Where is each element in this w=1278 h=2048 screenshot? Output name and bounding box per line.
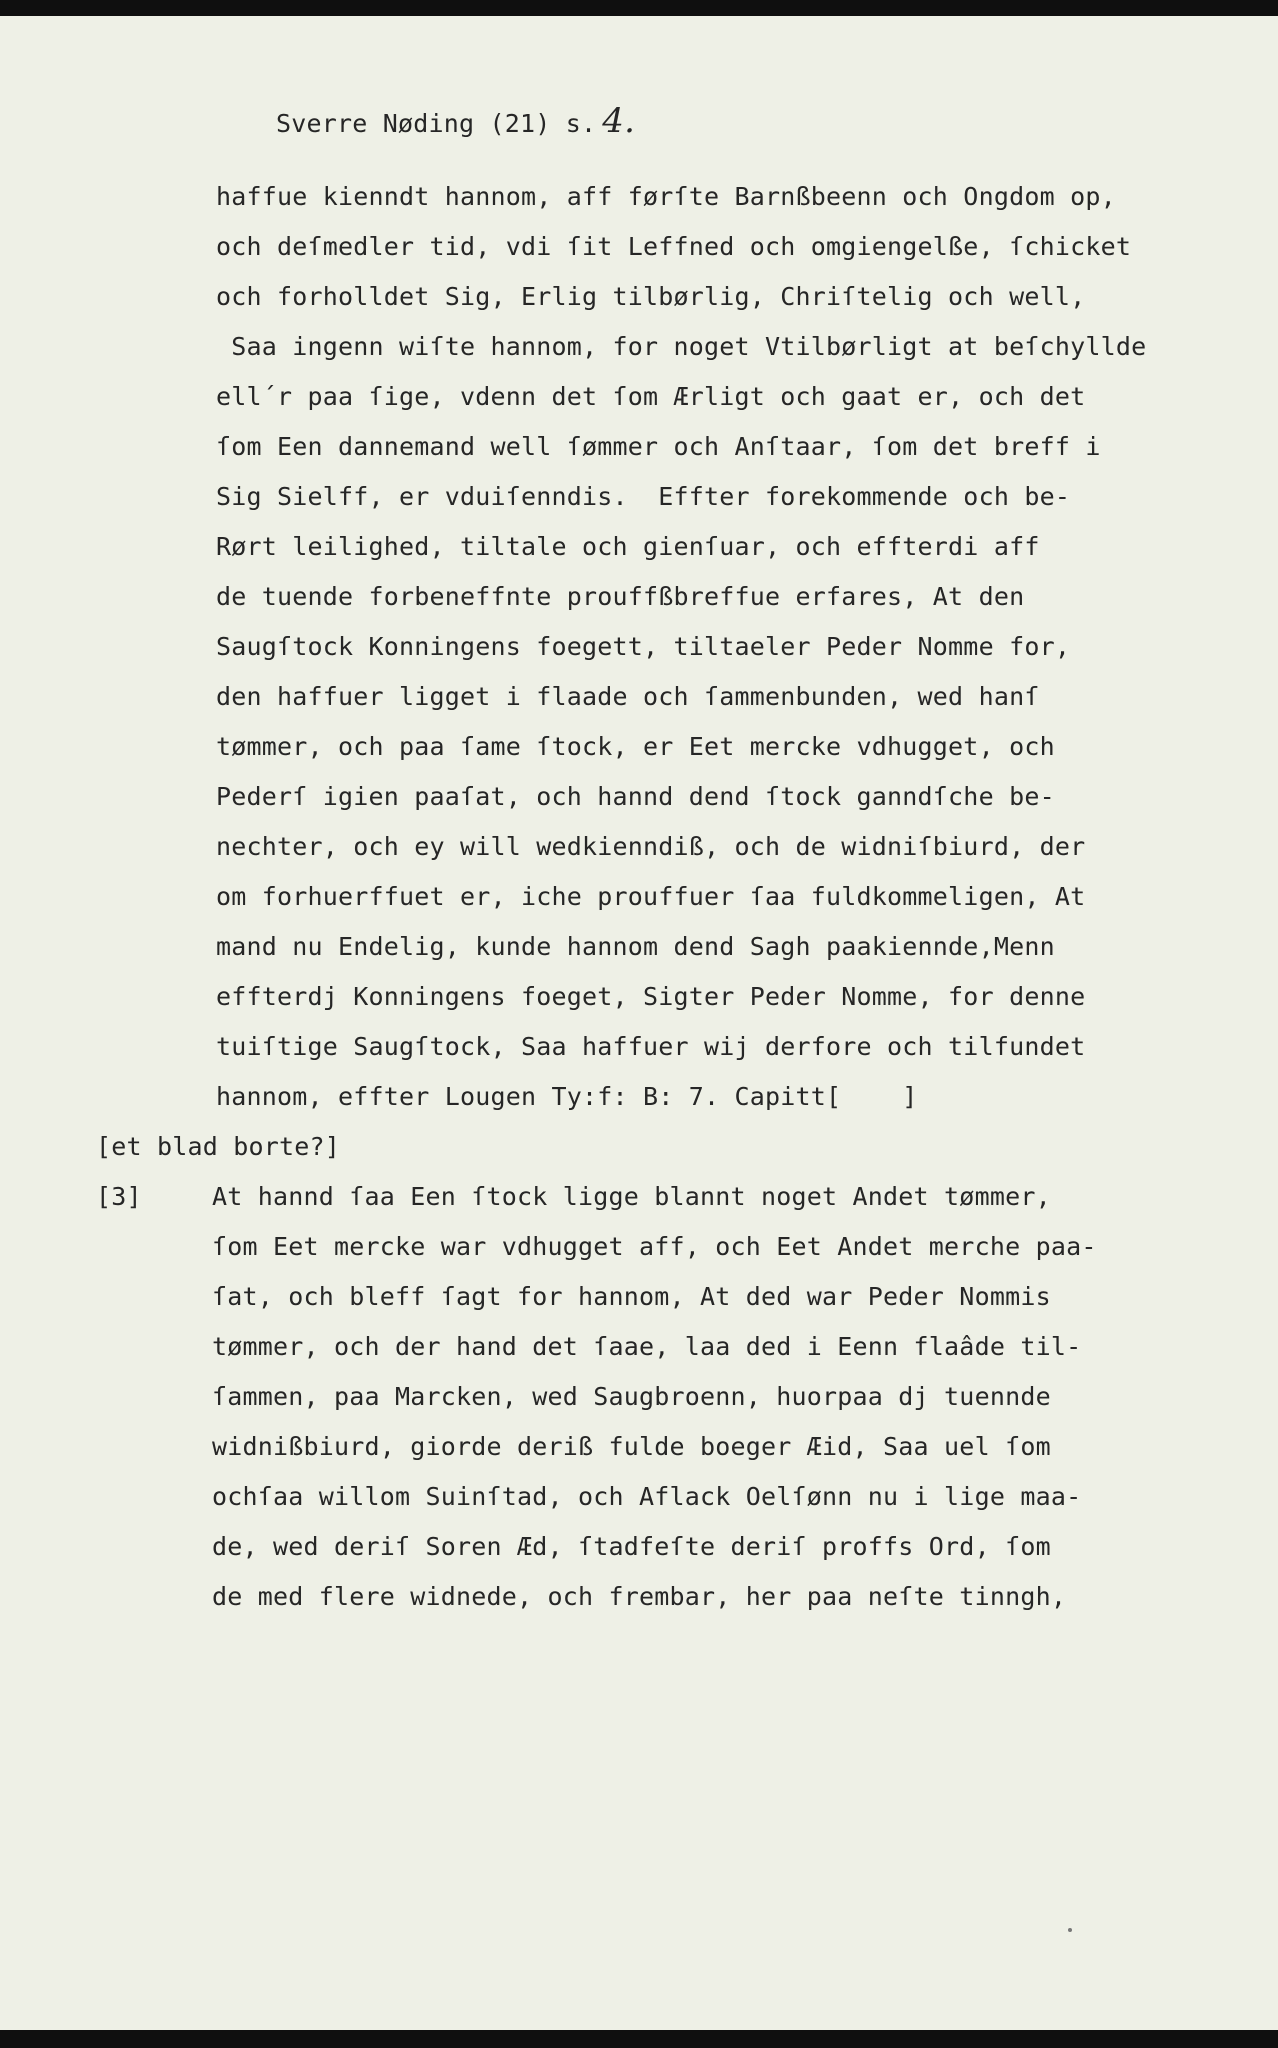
- text-line: Saugſtock Konningens foegett, tiltaeler Peder Nomme for,: [216, 632, 1071, 661]
- text-line: Pederſ igien paaſat, och hannd dend ſtock ganndſche be-: [216, 782, 1055, 811]
- text-line: mand nu Endelig, kunde hannom dend Sagh paakiennde,Menn: [216, 932, 1055, 961]
- text-line: ſat, och bleff ſagt for hannom, At ded war Peder Nommis: [212, 1282, 1051, 1311]
- text-line: ſom Eet mercke war vdhugget aff, och Eet Andet merche paa-: [212, 1232, 1097, 1261]
- document-page: [0, 16, 1278, 2030]
- text-line: och deſmedler tid, vdi ſit Leffned och omgiengelße, ſchicket: [216, 232, 1132, 261]
- text-line: At hannd ſaa Een ſtock ligge blannt noget Andet tømmer,: [212, 1182, 1051, 1211]
- text-line: och forholldet Sig, Erlig tilbørlig, Chriſtelig och well,: [216, 282, 1086, 311]
- text-line: tuiſtige Saugſtock, Saa haffuer wij derfore och tilfundet: [216, 1032, 1086, 1061]
- text-line: om forhuerffuet er, iche prouffuer ſaa fuldkommeligen, At: [216, 882, 1086, 911]
- text-line: tømmer, och der hand det ſaae, laa ded i Eenn flaâde til-: [212, 1332, 1082, 1361]
- text-line: nechter, och ey will wedkienndiß, och de widniſbiurd, der: [216, 832, 1086, 861]
- text-line: ochſaa willom Suinſtad, och Aflack Oelſønn nu i lige maa-: [212, 1482, 1082, 1511]
- text-line: ſom Een dannemand well ſømmer och Anſtaar, ſom det breff i: [216, 432, 1101, 461]
- text-line: ell´r paa ſige, vdenn det ſom Ærligt och gaat er, och det: [216, 382, 1086, 411]
- paper-speck: [1068, 1928, 1072, 1932]
- editorial-note: [et blad borte?]: [96, 1132, 341, 1161]
- text-line: ſammen, paa Marcken, wed Saugbroenn, huorpaa dj tuennde: [212, 1382, 1051, 1411]
- text-line: tømmer, och paa ſame ſtock, er Eet mercke vdhugget, och: [216, 732, 1055, 761]
- page-header: [215, 79, 635, 163]
- text-line: Saa ingenn wiſte hannom, for noget Vtilbørligt at beſchyllde: [216, 332, 1147, 361]
- text-line: den haffuer ligget i flaade och ſammenbunden, wed hanſ: [216, 682, 1040, 711]
- text-line: hannom, effter Lougen Ty:f: B: 7. Capitt[ ]: [216, 1082, 918, 1111]
- handwritten-page-number: 4.: [602, 101, 636, 141]
- text-line: widnißbiurd, giorde deriß fulde boeger Æid, Saa uel ſom: [212, 1432, 1051, 1461]
- text-line: de tuende forbeneffnte prouffßbreffue erfares, At den: [216, 582, 1025, 611]
- text-line: de, wed deriſ Soren Æd, ſtadfeſte deriſ proffs Ord, ſom: [212, 1532, 1051, 1561]
- text-line: de med flere widnede, och frembar, her paa neſte tinngh,: [212, 1582, 1067, 1611]
- header-title: Sverre Nøding (21) s.: [276, 109, 597, 138]
- text-line: effterdj Konningens foeget, Sigter Peder Nomme, for denne: [216, 982, 1086, 1011]
- text-line: haffue kienndt hannom, aff førſte Barnßbeenn och Ongdom op,: [216, 182, 1116, 211]
- text-line: Rørt leilighed, tiltale och gienſuar, och effterdi aff: [216, 532, 1040, 561]
- section-marker: [3]: [96, 1182, 142, 1211]
- text-line: Sig Sielff, er vduiſenndis. Effter forekommende och be-: [216, 482, 1071, 511]
